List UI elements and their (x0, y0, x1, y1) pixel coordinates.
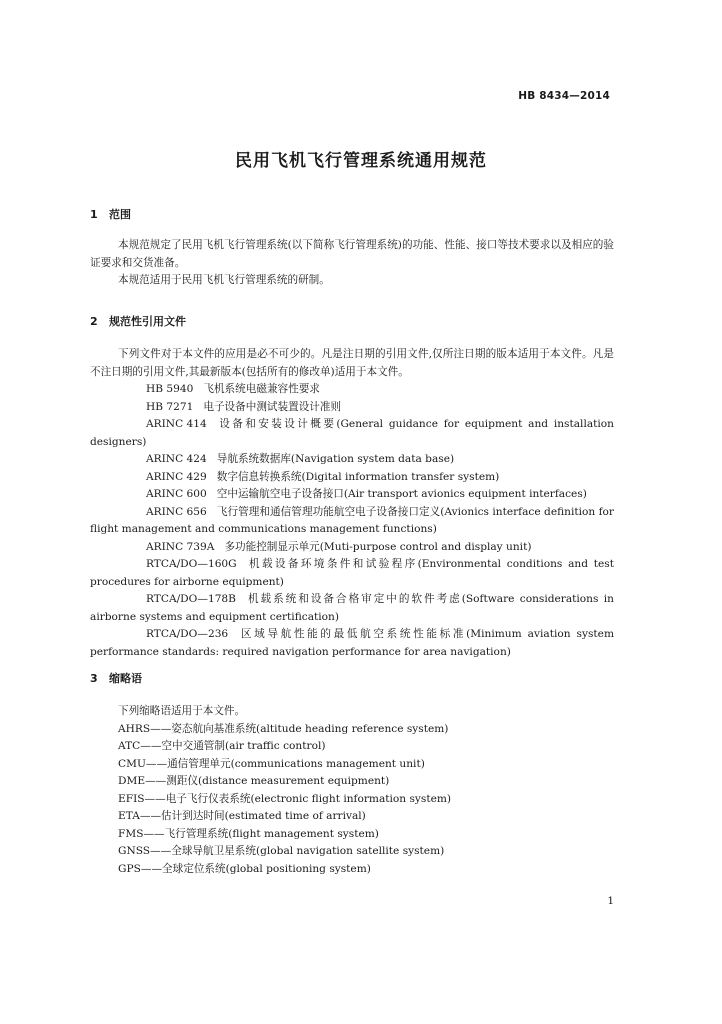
abbreviation-item: AHRS——姿态航向基准系统(altitude heading reference system) (118, 722, 449, 735)
reference-item (90, 486, 614, 504)
reference-item (90, 381, 614, 399)
paragraph: 本规范适用于民用飞机飞行管理系统的研制。 (118, 274, 330, 286)
reference-item (90, 416, 614, 451)
section-1-heading (90, 206, 131, 222)
abbreviation-item: GPS——全球定位系统(global positioning system) (118, 862, 371, 875)
reference-code: ARINC 600 (146, 488, 207, 500)
abbreviation-item: DME——测距仪(distance measurement equipment) (118, 775, 390, 787)
reference-title: 设备和安装设计概要(General guidance for equipment and installation designers) (90, 418, 614, 448)
section-title: 缩略语 (109, 672, 142, 685)
section-title: 范围 (109, 208, 131, 221)
section-3-heading (90, 670, 142, 686)
reference-item (90, 556, 614, 591)
section-number: 1 (90, 208, 98, 221)
reference-title: 区域导航性能的最低航空系统性能标准(Minimum aviation system performance standards: required navigation performance for area navigation) (90, 628, 614, 658)
reference-item (90, 469, 614, 487)
section-2-body (90, 346, 614, 661)
paragraph: 下列文件对于本文件的应用是必不可少的。凡是注日期的引用文件,仅所注日期的版本适用于本文件。凡是不注日期的引用文件,其最新版本(包括所有的修改单)适用于本文件。 (90, 348, 614, 378)
abbreviation-item: ETA——估计到达时间(estimated time of arrival) (118, 810, 366, 822)
reference-item (90, 539, 614, 557)
page-number: 1 (607, 895, 614, 907)
reference-title: 多功能控制显示单元(Muti-purpose control and display unit) (224, 540, 532, 553)
section-title: 规范性引用文件 (109, 315, 186, 328)
abbreviation-item: FMS——飞行管理系统(flight management system) (118, 827, 379, 840)
reference-item (90, 504, 614, 539)
reference-item (90, 626, 614, 661)
section-3-body (90, 703, 614, 878)
reference-code: RTCA/DO—236 (146, 628, 229, 640)
reference-code: ARINC 414 (146, 418, 207, 430)
reference-code: RTCA/DO—178B (146, 593, 236, 605)
reference-title: 空中运输航空电子设备接口(Air transport avionics equipment interfaces) (216, 488, 587, 500)
reference-code: HB 5940 (146, 383, 194, 395)
paragraph: 下列缩略语适用于本文件。 (118, 705, 246, 717)
abbreviation-item: EFIS——电子飞行仪表系统(electronic flight information system) (118, 792, 452, 805)
reference-item (90, 451, 614, 469)
standard-number: HB 8434—2014 (518, 90, 610, 102)
abbreviation-item: GNSS——全球导航卫星系统(global navigation satellite system) (118, 845, 445, 857)
paragraph: 本规范规定了民用飞机飞行管理系统(以下简称飞行管理系统)的功能、性能、接口等技术要求以及相应的验证要求和交货准备。 (90, 239, 614, 269)
reference-title: 飞机系统电磁兼容性要求 (203, 383, 320, 395)
reference-code: ARINC 739A (146, 540, 215, 553)
document-title: 民用飞机飞行管理系统通用规范 (235, 151, 487, 171)
reference-title: 导航系统数据库(Navigation system data base) (216, 453, 455, 465)
reference-title: 机载系统和设备合格审定中的软件考虑(Software considerations in airborne systems and equipment certification) (90, 593, 614, 623)
reference-code: HB 7271 (146, 400, 194, 413)
reference-code: ARINC 424 (146, 453, 207, 465)
reference-title: 数字信息转换系统(Digital information transfer system) (216, 470, 500, 483)
section-number: 3 (90, 672, 98, 685)
section-number: 2 (90, 315, 98, 328)
reference-code: RTCA/DO—160G (146, 558, 237, 570)
reference-code: ARINC 656 (146, 505, 207, 518)
section-2-heading (90, 313, 186, 329)
reference-code: ARINC 429 (146, 470, 207, 483)
reference-item (90, 591, 614, 626)
reference-title: 电子设备中测试装置设计准则 (203, 400, 342, 413)
reference-title: 飞行管理和通信管理功能航空电子设备接口定义(Avionics interface definition for flight management and communications management functions) (90, 505, 614, 535)
abbreviation-item: ATC——空中交通管制(air traffic control) (118, 740, 326, 752)
abbreviation-item: CMU——通信管理单元(communications management unit) (118, 757, 425, 770)
reference-title: 机载设备环境条件和试验程序(Environmental conditions and test procedures for airborne equipment) (90, 558, 614, 588)
section-1-body (90, 237, 614, 290)
reference-item (90, 399, 614, 417)
